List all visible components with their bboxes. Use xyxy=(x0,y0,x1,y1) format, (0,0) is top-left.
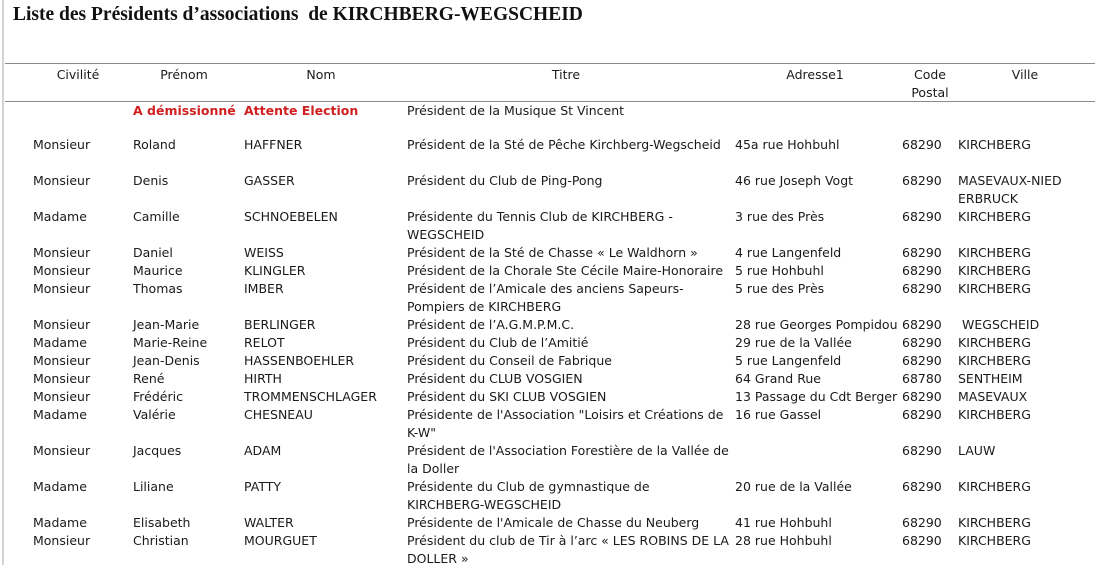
cell-ville: KIRCHBERG xyxy=(958,353,1031,368)
cell-titre: Président de l'Association Forestière de la Vallée de la Doller xyxy=(407,443,729,476)
cell-ville: KIRCHBERG xyxy=(958,263,1031,278)
cell-prenom: Thomas xyxy=(133,281,183,296)
cell-nom: Attente Election xyxy=(244,103,359,118)
header-ville: Ville xyxy=(1011,67,1039,82)
cell-prenom: René xyxy=(133,371,165,386)
cell-prenom: Roland xyxy=(133,137,176,152)
cell-titre: Président du Club de l’Amitié xyxy=(407,335,589,350)
cell-titre: Président de l’Amicale des anciens Sapeurs-Pompiers de KIRCHBERG xyxy=(407,281,684,314)
cell-adresse: 5 rue Hohbuhl xyxy=(735,263,824,278)
cell-adresse: 13 Passage du Cdt Berger xyxy=(735,389,898,404)
cell-ville: SENTHEIM xyxy=(958,371,1023,386)
cell-nom: MOURGUET xyxy=(244,533,317,548)
cell-code: 68290 xyxy=(902,317,942,332)
header-nom: Nom xyxy=(306,67,336,82)
cell-civilite: Monsieur xyxy=(33,137,91,152)
cell-prenom: Jean-Denis xyxy=(133,353,200,368)
cell-titre: Président de la Sté de Pêche Kirchberg-Wegscheid xyxy=(407,137,721,152)
cell-civilite: Monsieur xyxy=(33,443,91,458)
cell-code: 68780 xyxy=(902,371,942,386)
cell-adresse: 3 rue des Près xyxy=(735,209,825,224)
cell-adresse: 64 Grand Rue xyxy=(735,371,821,386)
cell-civilite: Monsieur xyxy=(33,263,91,278)
cell-ville: KIRCHBERG xyxy=(958,533,1031,548)
cell-nom: WALTER xyxy=(244,515,294,530)
cell-nom: IMBER xyxy=(244,281,284,296)
cell-prenom: Marie-Reine xyxy=(133,335,208,350)
cell-civilite: Monsieur xyxy=(33,317,91,332)
cell-prenom: Jean-Marie xyxy=(133,317,200,332)
cell-nom: CHESNEAU xyxy=(244,407,313,422)
cell-adresse: 5 rue Langenfeld xyxy=(735,353,842,368)
cell-nom: ADAM xyxy=(244,443,282,458)
cell-adresse: 29 rue de la Vallée xyxy=(735,335,852,350)
cell-civilite: Madame xyxy=(33,515,87,530)
cell-civilite: Madame xyxy=(33,479,87,494)
cell-nom: TROMMENSCHLAGER xyxy=(244,389,377,404)
cell-titre: Président de la Chorale Ste Cécile Maire-Honoraire xyxy=(407,263,724,278)
table-header-top-rule xyxy=(5,63,1095,64)
header-titre: Titre xyxy=(551,67,581,82)
cell-code: 68290 xyxy=(902,389,942,404)
cell-titre: Président de la Musique St Vincent xyxy=(407,103,625,118)
cell-prenom: Camille xyxy=(133,209,180,224)
cell-nom: RELOT xyxy=(244,335,285,350)
cell-ville: KIRCHBERG xyxy=(958,515,1031,530)
cell-nom: HASSENBOEHLER xyxy=(244,353,355,368)
cell-ville: KIRCHBERG xyxy=(958,209,1031,224)
cell-civilite: Monsieur xyxy=(33,353,91,368)
cell-adresse: 45a rue Hohbuhl xyxy=(735,137,840,152)
cell-nom: HIRTH xyxy=(244,371,282,386)
cell-titre: Président du CLUB VOSGIEN xyxy=(407,371,583,386)
cell-code: 68290 xyxy=(902,353,942,368)
cell-prenom: Frédéric xyxy=(133,389,183,404)
cell-code: 68290 xyxy=(902,515,942,530)
cell-nom: WEISS xyxy=(244,245,284,260)
cell-ville: LAUW xyxy=(958,443,996,458)
cell-civilite: Madame xyxy=(33,209,87,224)
cell-titre: Président du Conseil de Fabrique xyxy=(407,353,612,368)
cell-civilite: Monsieur xyxy=(33,389,91,404)
cell-nom: PATTY xyxy=(244,479,282,494)
cell-titre: Présidente de l'Association "Loisirs et Créations de K-W" xyxy=(407,407,724,440)
cell-titre: Présidente du Club de gymnastique de KIRCHBERG-WEGSCHEID xyxy=(407,479,650,512)
cell-prenom: Valérie xyxy=(133,407,176,422)
cell-prenom: A démissionné xyxy=(133,103,236,118)
cell-adresse: 28 rue Hohbuhl xyxy=(735,533,832,548)
header-prenom: Prénom xyxy=(160,67,208,82)
cell-ville: KIRCHBERG xyxy=(958,281,1031,296)
cell-code: 68290 xyxy=(902,479,942,494)
cell-ville: WEGSCHEID xyxy=(962,317,1040,332)
cell-adresse: 4 rue Langenfeld xyxy=(735,245,842,260)
cell-code: 68290 xyxy=(902,173,942,188)
cell-code: 68290 xyxy=(902,137,942,152)
cell-civilite: Monsieur xyxy=(33,173,91,188)
cell-prenom: Elisabeth xyxy=(133,515,191,530)
cell-code: 68290 xyxy=(902,407,942,422)
cell-nom: GASSER xyxy=(244,173,295,188)
cell-adresse: 46 rue Joseph Vogt xyxy=(735,173,854,188)
cell-civilite: Monsieur xyxy=(33,371,91,386)
cell-titre: Président de l’A.G.M.P.M.C. xyxy=(407,317,575,332)
cell-code: 68290 xyxy=(902,533,942,548)
cell-prenom: Christian xyxy=(133,533,189,548)
cell-ville: KIRCHBERG xyxy=(958,407,1031,422)
cell-civilite: Madame xyxy=(33,407,87,422)
cell-civilite: Monsieur xyxy=(33,245,91,260)
cell-prenom: Maurice xyxy=(133,263,183,278)
cell-titre: Président du Club de Ping-Pong xyxy=(407,173,603,188)
cell-civilite: Madame xyxy=(33,335,87,350)
header-adresse: Adresse1 xyxy=(786,67,844,82)
cell-nom: BERLINGER xyxy=(244,317,316,332)
cell-ville: KIRCHBERG xyxy=(958,137,1031,152)
cell-code: 68290 xyxy=(902,245,942,260)
cell-code: 68290 xyxy=(902,335,942,350)
cell-nom: KLINGLER xyxy=(244,263,306,278)
header-code-postal: Code Postal xyxy=(911,67,949,100)
cell-titre: Président du SKI CLUB VOSGIEN xyxy=(407,389,607,404)
cell-ville: MASEVAUX xyxy=(958,389,1028,404)
cell-titre: Président du club de Tir à l’arc « LES ROBINS DE LA DOLLER » xyxy=(407,533,729,566)
document-title: Liste des Présidents d’associations de KIRCHBERG-WEGSCHEID xyxy=(13,4,583,25)
cell-ville: KIRCHBERG xyxy=(958,245,1031,260)
cell-code: 68290 xyxy=(902,443,942,458)
cell-nom: HAFFNER xyxy=(244,137,303,152)
cell-code: 68290 xyxy=(902,209,942,224)
cell-prenom: Denis xyxy=(133,173,169,188)
cell-prenom: Daniel xyxy=(133,245,173,260)
cell-titre: Président de la Sté de Chasse « Le Waldhorn » xyxy=(407,245,698,260)
cell-titre: Présidente du Tennis Club de KIRCHBERG - WEGSCHEID xyxy=(407,209,673,242)
cell-titre: Présidente de l'Amicale de Chasse du Neuberg xyxy=(407,515,700,530)
header-civilite: Civilité xyxy=(56,67,100,82)
cell-ville: MASEVAUX-NIEDERBRUCK xyxy=(958,173,1062,206)
cell-code: 68290 xyxy=(902,281,942,296)
cell-adresse: 16 rue Gassel xyxy=(735,407,822,422)
cell-code: 68290 xyxy=(902,263,942,278)
cell-adresse: 5 rue des Près xyxy=(735,281,825,296)
cell-ville: KIRCHBERG xyxy=(958,479,1031,494)
cell-nom: SCHNOEBELEN xyxy=(244,209,338,224)
cell-adresse: 41 rue Hohbuhl xyxy=(735,515,832,530)
cell-ville: KIRCHBERG xyxy=(958,335,1031,350)
page-left-border xyxy=(2,0,4,565)
cell-prenom: Jacques xyxy=(133,443,182,458)
cell-civilite: Monsieur xyxy=(33,533,91,548)
cell-prenom: Liliane xyxy=(133,479,174,494)
cell-adresse: 20 rue de la Vallée xyxy=(735,479,852,494)
cell-adresse: 28 rue Georges Pompidou xyxy=(735,317,898,332)
cell-civilite: Monsieur xyxy=(33,281,91,296)
